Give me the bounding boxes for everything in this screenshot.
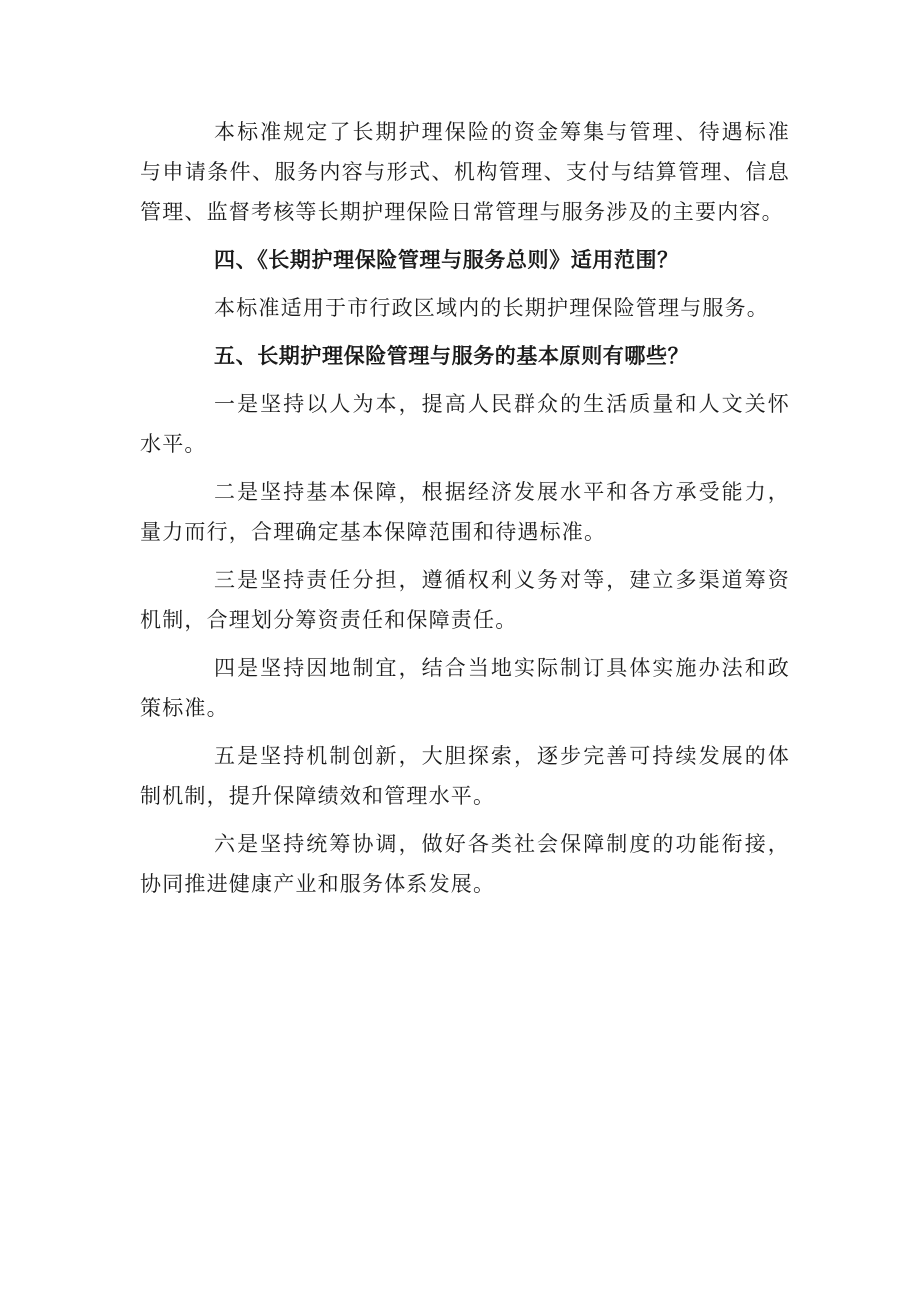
paragraph-principle-6: 六是坚持统筹协调，做好各类社会保障制度的功能衔接，协同推进健康产业和服务体系发展。 bbox=[140, 832, 790, 896]
paragraph-scope-content: 本标准规定了长期护理保险的资金筹集与管理、待遇标准与申请条件、服务内容与形式、机构管理、支付与结算管理、信息管理、监督考核等长期护理保险日常管理与服务涉及的主要内容。 bbox=[140, 120, 790, 224]
heading-basic-principles: 五、长期护理保险管理与服务的基本原则有哪些？ bbox=[214, 344, 690, 368]
paragraph-principle-5: 五是坚持机制创新，大胆探索，逐步完善可持续发展的体制机制，提升保障绩效和管理水平。 bbox=[140, 744, 790, 808]
paragraph-principle-1: 一是坚持以人为本，提高人民群众的生活质量和人文关怀水平。 bbox=[140, 392, 790, 456]
paragraph-principle-2: 二是坚持基本保障，根据经济发展水平和各方承受能力，量力而行，合理确定基本保障范围和待遇标准。 bbox=[140, 480, 790, 544]
heading-applicable-scope: 四、《长期护理保险管理与服务总则》适用范围？ bbox=[214, 248, 679, 272]
paragraph-principle-3: 三是坚持责任分担，遵循权利义务对等，建立多渠道筹资机制，合理划分筹资责任和保障责任。 bbox=[140, 568, 790, 632]
document-body bbox=[140, 112, 790, 912]
paragraph-applicable-scope: 本标准适用于市行政区域内的长期护理保险管理与服务。 bbox=[214, 296, 769, 320]
paragraph-principle-4: 四是坚持因地制宜，结合当地实际制订具体实施办法和政策标准。 bbox=[140, 656, 790, 720]
